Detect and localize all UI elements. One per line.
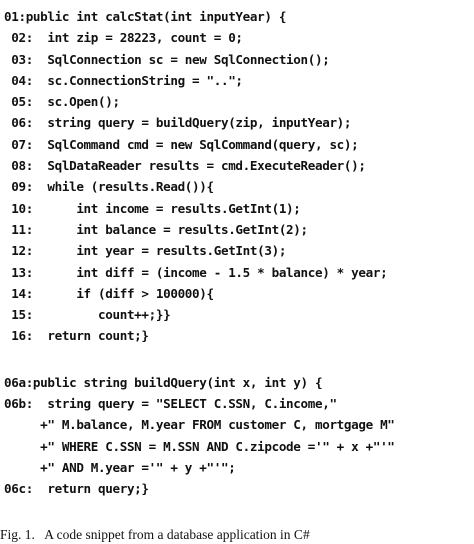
code-line-06c: 06c: return query;} [4,481,149,497]
code-line-12: 12: int year = results.GetInt(3); [4,243,287,259]
code-line-13: 13: int diff = (income - 1.5 * balance) * year; [4,264,388,280]
code-line-06b-cont-2: +" WHERE C.SSN = M.SSN AND C.zipcode ='" + x +"'" [4,438,395,454]
code-line-01: 01:public int calcStat(int inputYear) { [4,9,287,24]
code-line-03: 03: SqlConnection sc = new SqlConnection(); [4,51,330,67]
code-line-11: 11: int balance = results.GetInt(2); [4,221,308,237]
code-line-07: 07: SqlCommand cmd = new SqlCommand(query, sc); [4,136,359,152]
code-block [4,6,470,500]
code-line-08: 08: SqlDataReader results = cmd.ExecuteReader(); [4,158,366,174]
code-line-06: 06: string query = buildQuery(zip, inputYear); [4,115,352,131]
code-line-09: 09: while (results.Read()){ [4,179,214,195]
code-line-14: 14: if (diff > 100000){ [4,285,214,301]
code-line-15: 15: count++;}} [4,307,171,323]
code-line-04: 04: sc.ConnectionString = ".."; [4,72,243,88]
code-line-06b-cont-3: +" AND M.year ='" + y +"'"; [4,459,236,475]
code-line-06b-cont-1: +" M.balance, M.year FROM customer C, mortgage M" [4,417,395,433]
figure-caption: Fig. 1. A code snippet from a database application in C# [0,527,310,542]
code-line-06a: 06a:public string buildQuery(int x, int y) { [4,374,323,390]
block-separator [4,347,470,372]
code-line-06b: 06b: string query = "SELECT C.SSN, C.income," [4,396,337,412]
code-line-02: 02: int zip = 28223, count = 0; [4,30,243,46]
code-line-10: 10: int income = results.GetInt(1); [4,200,301,216]
code-line-16: 16: return count;} [4,328,149,344]
code-line-05: 05: sc.Open(); [4,94,120,110]
